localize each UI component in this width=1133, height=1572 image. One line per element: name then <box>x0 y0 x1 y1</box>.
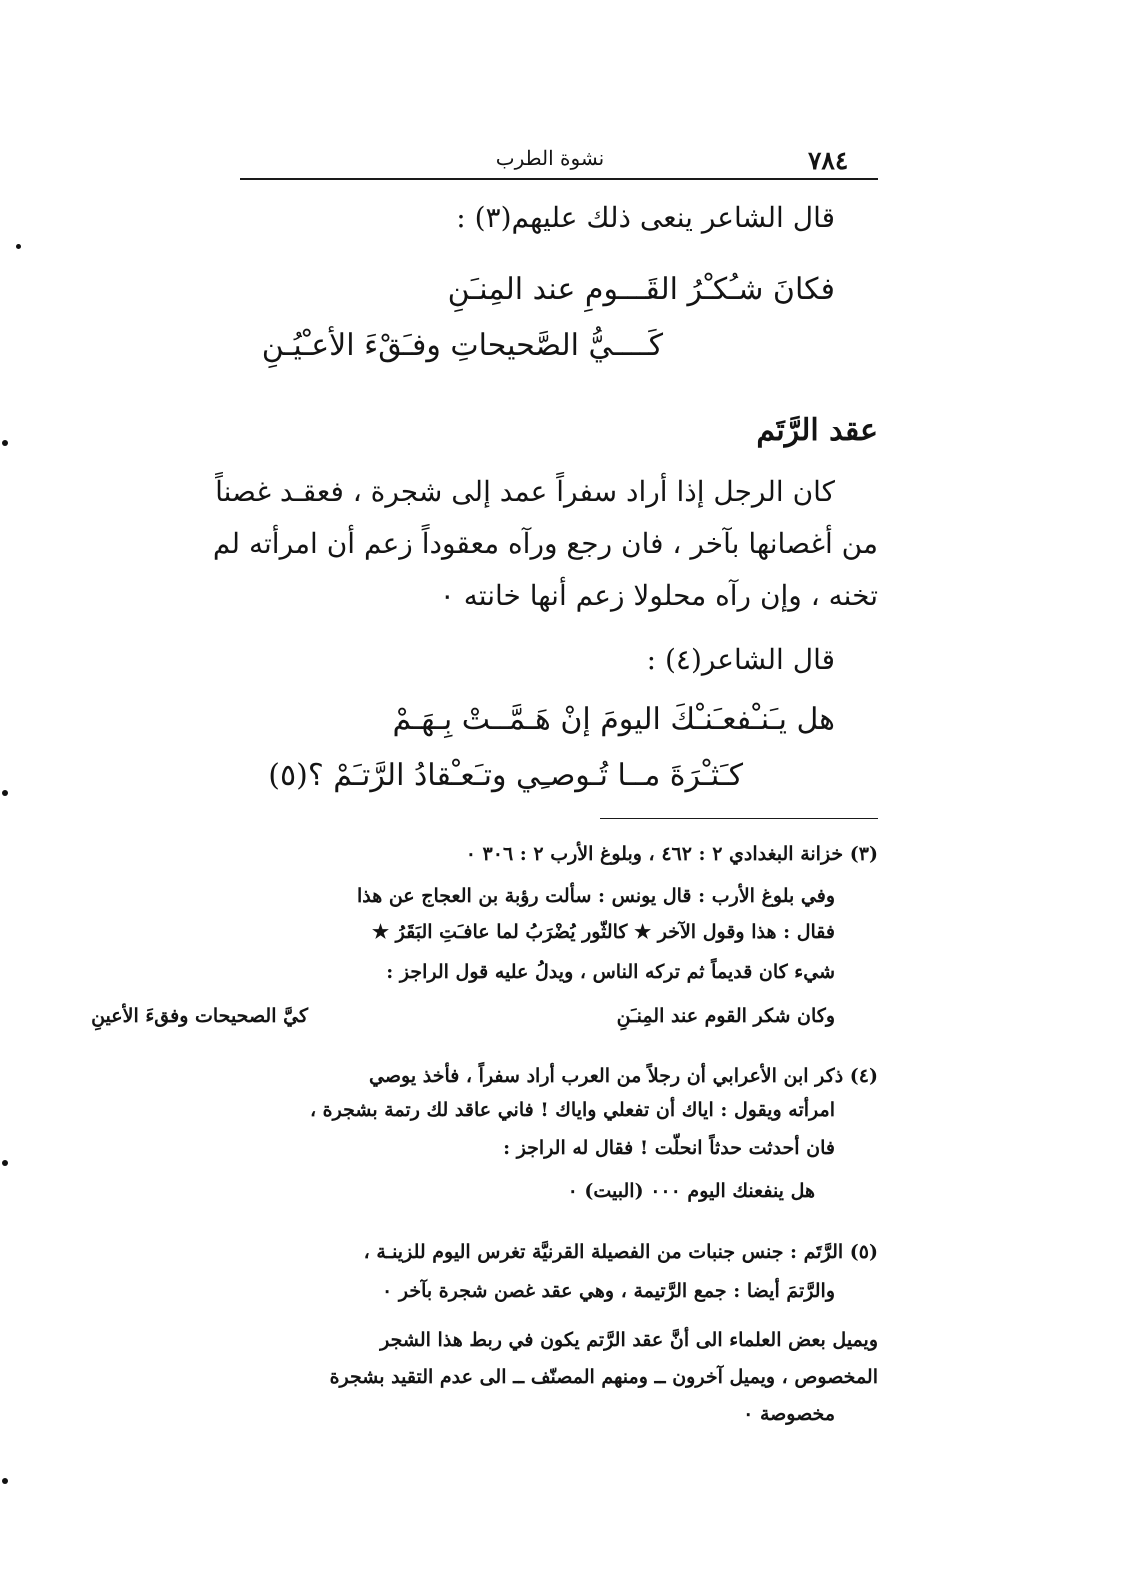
footnote-3-line-2: وفي بلوغ الأرب : قال يونس : سألت رؤبة بن العجاج عن هذا <box>356 885 835 907</box>
scan-speck <box>16 244 21 249</box>
footnote-5-line-5: مخصوصة ٠ <box>743 1403 835 1425</box>
poet-line: قال الشاعر(٤) : <box>646 643 835 676</box>
page-number: ٧٨٤ <box>808 146 849 175</box>
footnote-5-line-2: والرَّتمَ أيضا : جمع الرَّتيمة ، وهي عقد غصن شجرة بآخر ٠ <box>382 1280 835 1302</box>
scan-speck <box>2 1160 8 1166</box>
footnote-5-line-4: المخصوص ، ويميل آخرون ــ ومنهم المصنّف ــ الى عدم التقيد بشجرة <box>329 1366 878 1388</box>
footnote-3-line-4: شيء كان قديماً ثم تركه الناس ، ويدلُ عليه قول الراجز : <box>386 961 835 983</box>
intro-verse-1: فكانَ شـُكـْرُ القَـــومِ عند المِنـَنِ <box>447 272 835 307</box>
footnote-3-verse-b: كيَّ الصحيحات وفقءَ الأعينِ <box>91 1005 308 1027</box>
section-title: عقد الرَّتَم <box>756 413 878 448</box>
para-line-2: من أغصانها بآخر ، فان رجع ورآه معقوداً زعم أن امرأته لم <box>212 527 878 560</box>
footnote-5-line-3: ويميل بعض العلماء الى أنَّ عقد الرَّتم يكون في ربط هذا الشجر <box>380 1329 878 1351</box>
scan-speck <box>2 440 8 446</box>
scan-speck <box>2 1478 8 1484</box>
para-line-1: كان الرجل إذا أراد سفراً عمد إلى شجرة ، فعقـد غصناً <box>215 475 835 508</box>
running-title: نشوة الطرب <box>495 146 605 170</box>
section-verse-1: هل يـَنـْفعـَنـْكَ اليومَ إنْ هَـمَّــتْ بِـهَـمْ <box>392 702 835 737</box>
footnote-4-line-1: (٤) ذكر ابن الأعرابي أن رجلاً من العرب أراد سفراً ، فأخذ يوصي <box>369 1065 878 1087</box>
footnote-4-line-3: فان أحدثت حدثاً انحلّت ! فقال له الراجز : <box>503 1137 835 1159</box>
footnote-5-line-1: (٥) الرَّتَم : جنس جنبات من الفصيلة القرنيَّة تغرس اليوم للزينـة ، <box>363 1241 878 1263</box>
footnote-3-line-3: فقال : هذا وقول الآخر ★ كالثّور يُضْرَبُ لما عافـَتِ البَقَرُ ★ <box>372 921 835 943</box>
scan-speck <box>2 790 8 796</box>
footnote-4-line-4: هل ينفعنك اليوم ٠٠٠ (البيت) ٠ <box>567 1180 815 1202</box>
footnote-4-line-2: امرأته ويقول : اياك أن تفعلي واياك ! فاني عاقد لك رتمة بشجرة ، <box>309 1099 835 1121</box>
intro-line: قال الشاعر ينعى ذلك عليهم(٣) : <box>456 201 835 234</box>
para-line-3: تخنه ، وإن رآه محلولا زعم أنها خانته ٠ <box>439 579 878 612</box>
footnote-3-verse-a: وكان شكر القوم عند المِنـَنِ <box>616 1005 835 1027</box>
header-rule <box>240 178 878 180</box>
footnote-rule <box>600 818 878 819</box>
footnote-3-line-1: (٣) خزانة البغدادي ٢ : ٤٦٢ ، وبلوغ الأرب ٢ : ٣٠٦ ٠ <box>465 843 878 865</box>
section-verse-2: كـَثـْرَةَ مــا تُـوصـِي وتـَعـْقادُ الرَّتـَمْ ؟(٥) <box>268 758 743 793</box>
intro-verse-2: كَــــيُّ الصَّحيحاتِ وفـَقْءَ الأعـْيُـنِ <box>261 328 663 363</box>
